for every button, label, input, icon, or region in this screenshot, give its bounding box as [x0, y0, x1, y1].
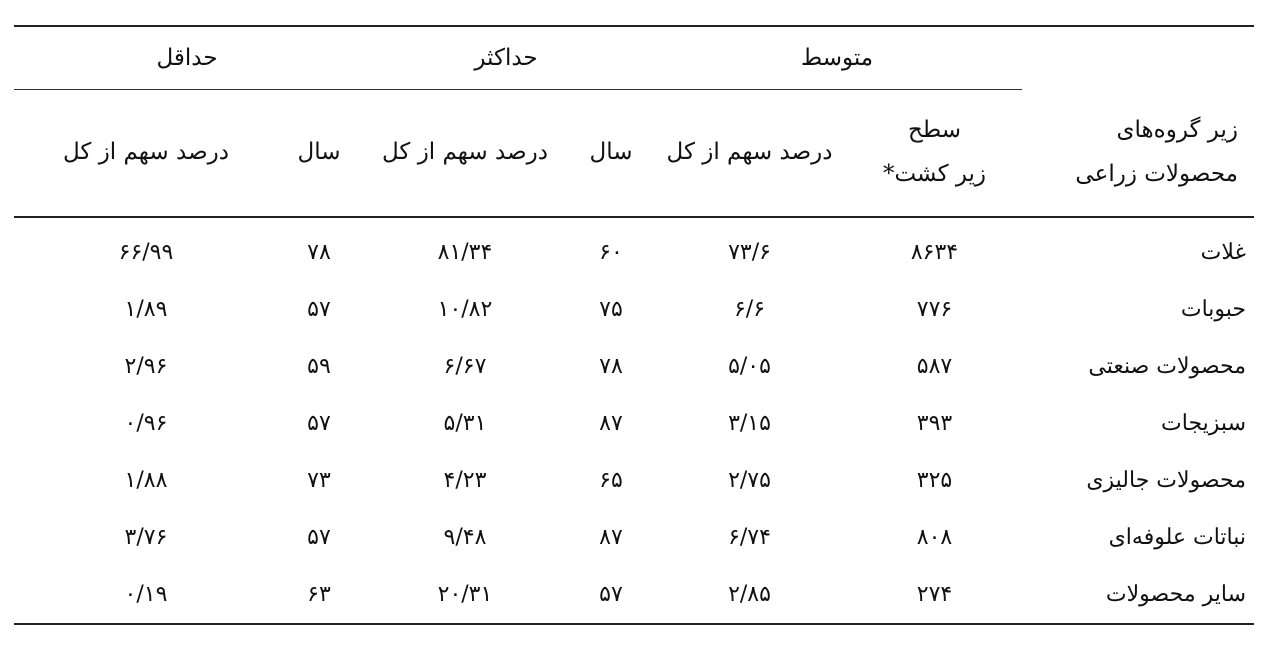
max-share-cell: ۶/۶۷: [443, 354, 487, 379]
min-share-cell: ۶۶/۹۹: [118, 240, 174, 265]
min-share-cell: ۰/۱۹: [14, 566, 278, 624]
area-cell: ۵۸۷: [916, 354, 953, 379]
mean-share-header: درصد سهم از کل: [652, 90, 847, 218]
crop-name-cell: محصولات جالیزی: [1086, 468, 1246, 493]
mean-share-cell: ۶/۶: [733, 297, 766, 322]
table-row: [14, 509, 1254, 566]
crop-name-cell: نباتات علوفه‌ای: [1108, 525, 1246, 550]
max-share-cell: ۹/۴۸: [443, 525, 487, 550]
max-year-cell: ۵۷: [570, 566, 652, 624]
min-year-cell: ۷۸: [307, 240, 331, 265]
crop-statistics-table: [14, 25, 1254, 625]
area-header: [847, 90, 1022, 218]
area-cell: ۳۹۳: [916, 411, 953, 436]
crop-name-cell: حبوبات: [1180, 297, 1246, 322]
max-share-cell: ۱۰/۸۲: [437, 297, 493, 322]
max-year-cell: ۷۸: [599, 354, 623, 379]
area-cell: ۳۲۵: [916, 468, 953, 493]
min-year-cell: ۵۷: [307, 525, 331, 550]
table-row: [14, 566, 1254, 624]
max-share-header: درصد سهم از کل: [360, 90, 570, 218]
area-header-line1: سطح: [908, 117, 961, 144]
min-year-cell: ۵۹: [307, 354, 331, 379]
min-year-cell: ۵۷: [307, 297, 331, 322]
min-share-cell: ۰/۹۶: [124, 411, 168, 436]
min-share-cell: ۳/۷۶: [124, 525, 168, 550]
min-share-header: درصد سهم از کل: [14, 90, 278, 218]
group-header-row: [14, 26, 1254, 90]
area-cell: ۸۰۸: [916, 525, 953, 550]
area-cell: ۲۷۴: [847, 566, 1022, 624]
max-share-cell: ۴/۲۳: [443, 468, 487, 493]
crop-name-cell: سایر محصولات: [1105, 582, 1246, 607]
min-year-cell: ۷۳: [307, 468, 331, 493]
table-row: [14, 281, 1254, 338]
mean-share-cell: ۷۳/۶: [728, 240, 771, 265]
max-year-cell: ۷۵: [599, 297, 623, 322]
min-share-cell: ۲/۹۶: [124, 354, 168, 379]
mean-share-cell: ۲/۷۵: [728, 468, 771, 493]
mean-share-cell: ۳/۱۵: [728, 411, 771, 436]
min-year-cell: ۶۳: [278, 566, 360, 624]
max-group-header: حداکثر: [360, 26, 652, 90]
max-year-cell: ۸۷: [599, 411, 623, 436]
min-share-cell: ۱/۸۸: [124, 468, 168, 493]
max-share-cell: ۵/۳۱: [443, 411, 487, 436]
min-year-header: سال: [278, 90, 360, 218]
table-row: [14, 217, 1254, 281]
subgroup-header-line1: زیر گروه‌های: [1116, 117, 1238, 144]
subgroup-header: [1022, 90, 1254, 218]
mean-share-cell: ۶/۷۴: [728, 525, 771, 550]
table-row: [14, 338, 1254, 395]
min-group-header: حداقل: [14, 26, 360, 90]
area-header-line2: زیر کشت*: [882, 161, 987, 187]
crop-statistics-table-wrapper: [14, 25, 1254, 625]
crop-name-cell: محصولات صنعتی: [1088, 354, 1246, 379]
subgroup-header-spacer: [1022, 26, 1254, 90]
min-share-cell: ۱/۸۹: [124, 297, 168, 322]
table-row: [14, 452, 1254, 509]
max-year-header: سال: [570, 90, 652, 218]
max-year-cell: ۸۷: [599, 525, 623, 550]
mean-group-header: متوسط: [652, 26, 1022, 90]
mean-share-cell: ۵/۰۵: [728, 354, 771, 379]
subgroup-header-line2: محصولات زراعی: [1075, 160, 1238, 187]
mean-share-cell: ۲/۸۵: [652, 566, 847, 624]
max-share-cell: ۲۰/۳۱: [360, 566, 570, 624]
area-cell: ۸۶۳۴: [910, 240, 959, 265]
crop-name-cell: غلات: [1200, 240, 1246, 265]
area-cell: ۷۷۶: [916, 297, 953, 322]
min-year-cell: ۵۷: [307, 411, 331, 436]
table-row: [14, 395, 1254, 452]
sub-header-row: [14, 90, 1254, 218]
max-share-cell: ۸۱/۳۴: [437, 240, 493, 265]
max-year-cell: ۶۰: [599, 240, 623, 265]
crop-name-cell: سبزیجات: [1161, 411, 1246, 436]
max-year-cell: ۶۵: [599, 468, 623, 493]
